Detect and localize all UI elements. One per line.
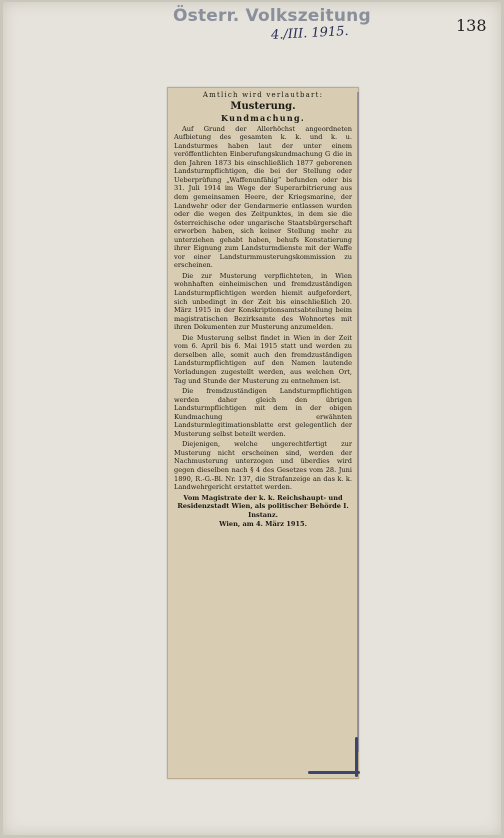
paragraph-4: Die fremdzuständigen Landsturmpflichtigen werden daher gleich den übrigen Landsturmpflichtigen mit dem in der obigen Kundmachung erwähnten Landsturmlegitimationsblatte erst gelegentlich der Musterung selbst beteilt werden. <box>174 387 352 438</box>
clipping-title: Musterung. <box>230 100 296 112</box>
ink-mark-horizontal <box>308 771 360 774</box>
ink-mark-vertical <box>355 737 358 777</box>
paragraph-3: Die Musterung selbst findet in Wien in der Zeit vom 6. April bis 6. Mai 1915 statt und werden zu derselben alle, somit auch den fremdzuständigen Landsturmpflichtigen auf den Namen lautende Vorladungen zugestellt werden, aus welchen Ort, Tag und Stunde der Musterung zu entnehmen ist. <box>174 333 352 385</box>
paragraph-5: Diejenigen, welche ungerechtfertigt zur Musterung nicht erscheinen sind, werden der Nachmusterung unterzogen und überdies wird gegen dieselben nach § 4 des Gesetzes vom 28. Juni 1890, R.-G.-Bl. Nr. 137, die Strafanzeige an das k. k. Landwehrgericht erstattet werden. <box>174 440 352 492</box>
clipping-edge-mark <box>357 92 359 752</box>
page-number: 138 <box>456 16 487 35</box>
clipping-preface: Amtlich wird verlautbart: <box>202 91 324 99</box>
paragraph-2: Die zur Musterung verpflichteten, in Wien wohnhaften einheimischen und fremdzuständigen Landsturmpflichtigen werden hiemit aufgefordert, sich unbedingt in der Zeit bis einschließlich 20. März 1915 in der Konskriptionsamtsabteilung beim magistratischen Bezirksamte des Wohnortes mit ihren Dokumenten zur Musterung anzumelden. <box>174 271 352 332</box>
paragraph-1: Auf Grund der Allerhöchst angeordneten Aufbietung des gesamten k. k. und k. u. Landsturmes haben laut der unter einem veröffentlichten Einberufungskundmachung G die in den Jahren 1873 bis einschließlich 1877 geborenen Landsturmpflichtigen, die bei der Stellung oder Ueberprüfung „Waffenunfähig“ befunden oder bis 31. Juli 1914 im Wege der Superarbitrierung aus dem gemeinsamen Heere, der Kriegsmarine, der Landwehr oder der Gendarmerie entlassen wurden oder die wegen des Zeitpunktes, in dem sie die österreichische oder ungarische Staatsbürgerschaft erworben haben, sich keiner Stellung mehr zu unterziehen gehabt haben, behufs Konstatierung ihrer Eignung zum Landsturmdienste mit der Waffe vor einer Landsturmmusterungskommission zu erscheinen. <box>174 124 352 270</box>
clipping-subtitle: Kundmachung. <box>221 113 305 124</box>
newspaper-stamp: Österr. Volkszeitung <box>173 6 371 26</box>
archive-sheet <box>3 2 501 835</box>
issuer-signature: Vom Magistrate der k. k. Reichshaupt- und Residenzstadt Wien, als politischer Behörde I. Instanz. <box>177 493 349 519</box>
place-date: Wien, am 4. März 1915. <box>219 520 307 529</box>
handwritten-date: 4./III. 1915. <box>270 23 350 44</box>
newspaper-clipping <box>167 87 359 779</box>
